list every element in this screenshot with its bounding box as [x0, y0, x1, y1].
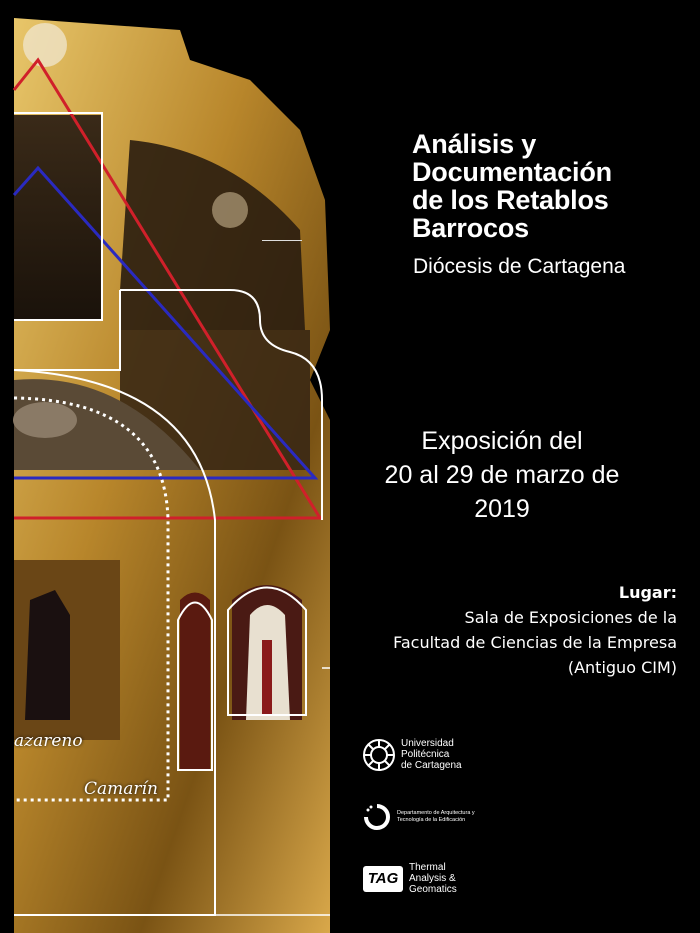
upct-line: Universidad — [401, 738, 454, 749]
exhibition-line: 20 al 29 de marzo de — [384, 461, 620, 489]
venue-line: Sala de Exposiciones de la — [464, 608, 677, 627]
exhibition-line: 2019 — [474, 495, 530, 523]
exhibition-line: Exposición del — [421, 427, 583, 455]
poster-title — [412, 130, 612, 242]
tag-line: Analysis & — [409, 873, 456, 884]
tag-line: Thermal — [409, 862, 446, 873]
tag-logo — [363, 862, 457, 895]
tag-badge-icon: TAG — [363, 866, 403, 892]
venue-info — [297, 580, 677, 680]
title-line: Documentación — [412, 157, 612, 187]
venue-heading: Lugar: — [618, 583, 677, 602]
upct-line: de Cartagena — [401, 760, 462, 771]
tag-line: Geomatics — [409, 884, 457, 895]
department-ring-icon — [363, 803, 391, 831]
venue-line: (Antiguo CIM) — [567, 658, 677, 677]
department-logo — [363, 803, 475, 831]
title-line: de los Retablos — [412, 185, 609, 215]
nazareno-label: azareno — [14, 731, 83, 751]
camarin-label: Camarín — [84, 779, 158, 799]
upct-line: Politécnica — [401, 749, 450, 760]
venue-line: Facultad de Ciencias de la Empresa — [393, 633, 677, 652]
dept-line: Tecnología de la Edificación — [397, 817, 466, 823]
upct-emblem-icon — [363, 739, 395, 771]
title-line: Análisis y — [412, 129, 537, 159]
dept-line: Departamento de Arquitectura y — [397, 810, 475, 816]
poster-subtitle: Diócesis de Cartagena — [413, 255, 626, 278]
title-line: Barrocos — [412, 213, 529, 243]
callout-line — [262, 240, 302, 241]
exhibition-dates — [342, 424, 662, 526]
altarpiece-illustration — [0, 0, 340, 933]
upct-logo — [363, 738, 462, 771]
